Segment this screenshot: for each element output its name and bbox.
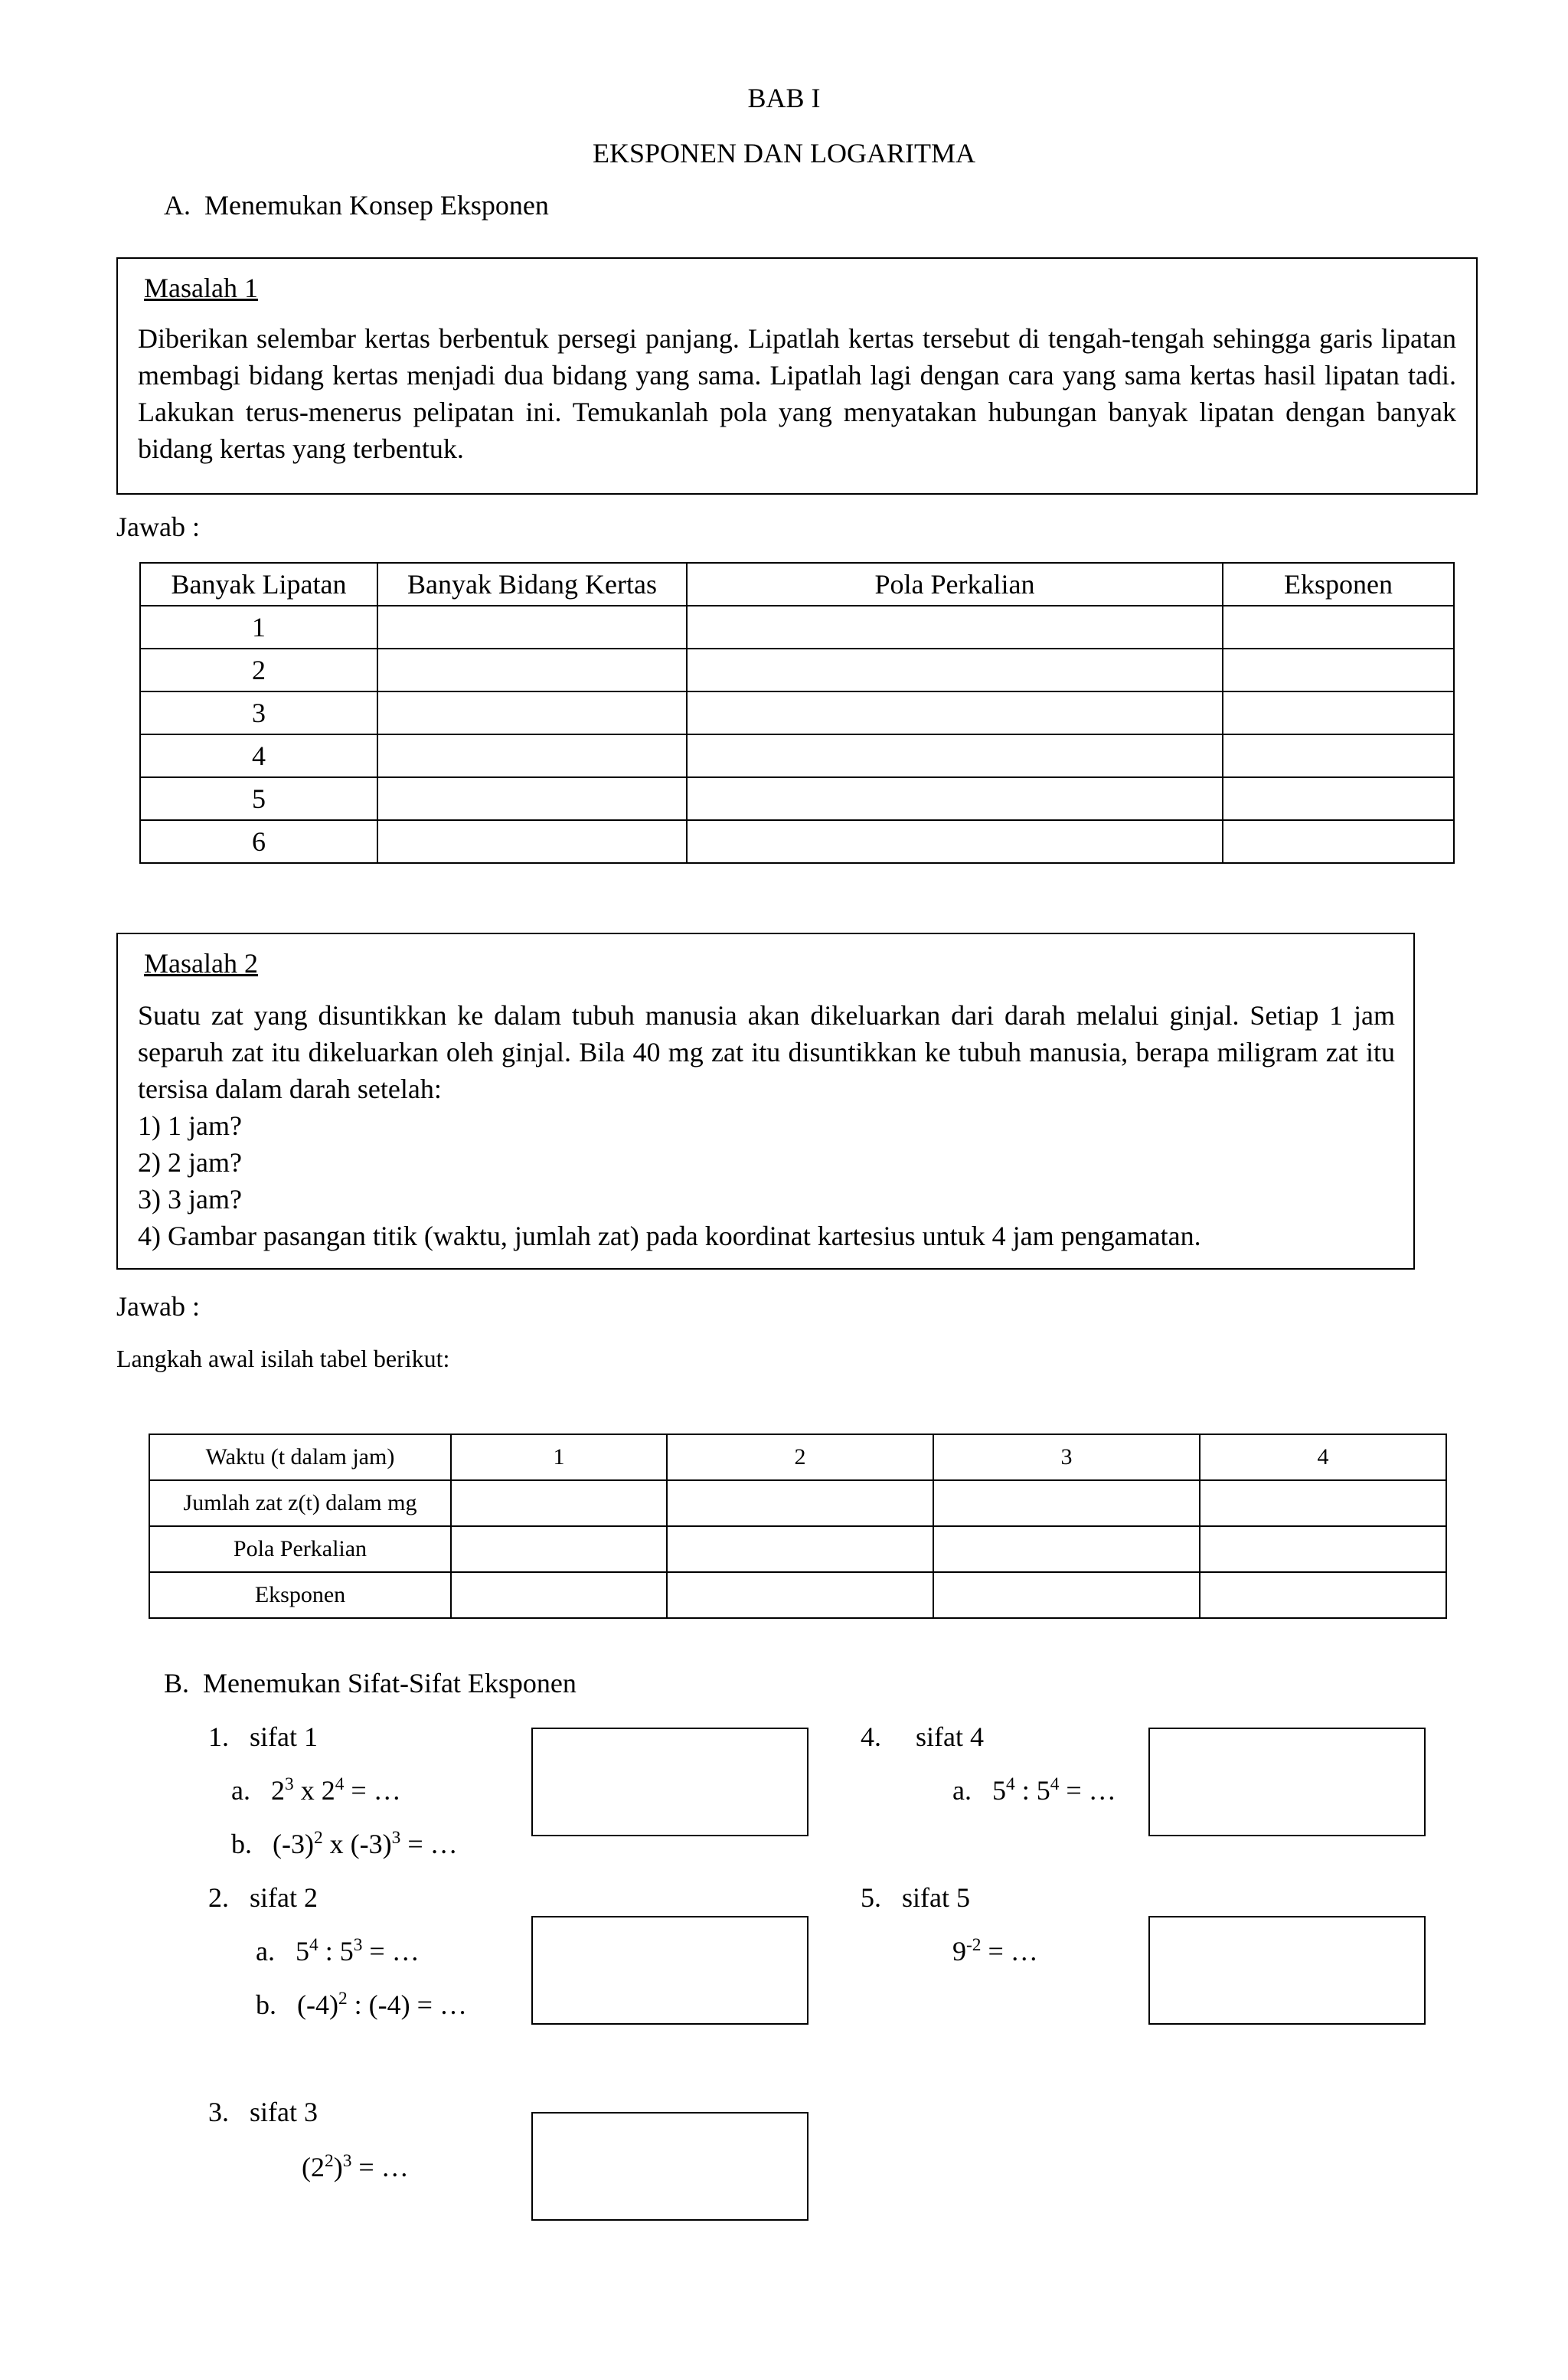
equals-ellipsis: = … (362, 1936, 420, 1966)
row-label: 5 (140, 777, 377, 820)
header-banyak-bidang: Banyak Bidang Kertas (377, 563, 687, 606)
answer-cell[interactable] (687, 820, 1223, 863)
answer-cell[interactable] (377, 777, 687, 820)
answer-cell[interactable] (687, 691, 1223, 734)
exponent: 4 (309, 1935, 318, 1955)
row-label: Eksponen (149, 1572, 451, 1618)
sifat-3-answer-box[interactable] (531, 2112, 808, 2221)
base: 9 (952, 1936, 966, 1966)
equals-ellipsis: = … (344, 1775, 401, 1806)
answer-cell[interactable] (667, 1572, 933, 1618)
answer-cell[interactable] (1200, 1572, 1446, 1618)
answer-cell[interactable] (687, 649, 1223, 691)
header-col-4: 4 (1200, 1434, 1446, 1480)
answer-cell[interactable] (451, 1526, 667, 1572)
sifat-5-answer-box[interactable] (1148, 1916, 1426, 2025)
exponent: 4 (1005, 1774, 1015, 1794)
row-label: 2 (140, 649, 377, 691)
sifat-2-expression-b (256, 1986, 467, 2023)
operator: x (293, 1775, 322, 1806)
answer-cell[interactable] (1223, 734, 1454, 777)
exponent: 4 (1050, 1774, 1060, 1794)
answer-cell[interactable] (451, 1480, 667, 1526)
exponent: 2 (338, 1989, 348, 2009)
base: (-3) (350, 1829, 392, 1859)
answer-cell[interactable] (687, 606, 1223, 649)
sifat-1-label: 1. sifat 1 (208, 1721, 318, 1752)
table-row (149, 1480, 1446, 1526)
header-col-1: 1 (451, 1434, 667, 1480)
answer-cell[interactable] (1200, 1480, 1446, 1526)
answer-cell[interactable] (667, 1526, 933, 1572)
item-prefix: b. (231, 1829, 252, 1859)
answer-cell[interactable] (1200, 1526, 1446, 1572)
answer-cell[interactable] (933, 1572, 1200, 1618)
equals-ellipsis: = … (351, 2152, 409, 2182)
table-row (140, 606, 1454, 649)
answer-cell[interactable] (1223, 691, 1454, 734)
header-col-2: 2 (667, 1434, 933, 1480)
table-row (140, 649, 1454, 691)
jawab-2-label: Jawab : (116, 1291, 200, 1322)
answer-cell[interactable] (933, 1480, 1200, 1526)
row-label: 3 (140, 691, 377, 734)
row-label: 6 (140, 820, 377, 863)
sifat-3-label: 3. sifat 3 (208, 2097, 318, 2127)
open-paren-base: (2 (302, 2152, 325, 2182)
answer-cell[interactable] (667, 1480, 933, 1526)
answer-cell[interactable] (377, 606, 687, 649)
base: 5 (991, 1775, 1006, 1806)
masalah-1-box (116, 257, 1478, 495)
base: 5 (1036, 1775, 1050, 1806)
close-paren: ) (333, 2152, 343, 2182)
answer-cell[interactable] (1223, 649, 1454, 691)
masalah-2-item-3: 3) 3 jam? (138, 1184, 242, 1215)
masalah-2-box (116, 933, 1415, 1270)
masalah-2-text: Suatu zat yang disuntikkan ke dalam tubuh manusia akan dikeluarkan dari darah melalui ginjal. Setiap 1 jam separuh zat itu dikeluarkan oleh ginjal. Bila 40 mg zat itu disuntikkan ke tubuh manusia, berapa miligram zat itu tersisa dalam darah setelah: (138, 1000, 1395, 1104)
header-banyak-lipatan: Banyak Lipatan (140, 563, 377, 606)
sifat-2-label: 2. sifat 2 (208, 1882, 318, 1913)
row-label: Jumlah zat z(t) dalam mg (149, 1480, 451, 1526)
langkah-instruction: Langkah awal isilah tabel berikut: (116, 1345, 450, 1372)
zat-table (149, 1434, 1447, 1619)
table-header-row (140, 563, 1454, 606)
sifat-1-answer-box[interactable] (531, 1728, 808, 1836)
answer-cell[interactable] (933, 1526, 1200, 1572)
base: (-4) (297, 1989, 338, 2020)
table-row (140, 820, 1454, 863)
exponent: -2 (966, 1935, 982, 1955)
header-pola-perkalian: Pola Perkalian (687, 563, 1223, 606)
lipatan-table (139, 562, 1455, 864)
answer-cell[interactable] (377, 691, 687, 734)
sifat-5-expression (952, 1933, 1038, 1970)
base: 2 (270, 1775, 285, 1806)
row-label: 1 (140, 606, 377, 649)
sifat-3-expression (302, 2149, 409, 2185)
base: 5 (295, 1936, 309, 1966)
exponent: 3 (391, 1828, 401, 1848)
masalah-2-item-4: 4) Gambar pasangan titik (waktu, jumlah zat) pada koordinat kartesius untuk 4 jam pengamatan. (138, 1221, 1201, 1251)
table-row (149, 1572, 1446, 1618)
sifat-1-expression-b (231, 1826, 458, 1862)
exponent: 2 (313, 1828, 323, 1848)
chapter-label: BAB I (747, 83, 821, 113)
section-a-heading: A. Menemukan Konsep Eksponen (164, 190, 549, 221)
sifat-4-label: 4. sifat 4 (861, 1721, 984, 1752)
header-waktu: Waktu (t dalam jam) (149, 1434, 451, 1480)
sifat-4-expression-a (952, 1772, 1116, 1809)
masalah-2-item-1: 1) 1 jam? (138, 1110, 242, 1141)
equals-ellipsis: : (-4) = … (347, 1989, 467, 2020)
answer-cell[interactable] (687, 777, 1223, 820)
table-row (140, 734, 1454, 777)
table-header-row (149, 1434, 1446, 1480)
equals-ellipsis: = … (981, 1936, 1038, 1966)
base: (-3) (273, 1829, 314, 1859)
jawab-1-label: Jawab : (116, 512, 200, 542)
masalah-1-text: Diberikan selembar kertas berbentuk persegi panjang. Lipatlah kertas tersebut di tengah-tengah sehingga garis lipatan membagi bidang kertas menjadi dua bidang yang sama. Lipatlah lagi dengan cara yang sama kertas hasil lipatan tadi. Lakukan terus-menerus pelipatan ini. Temukanlah pola yang menyatakan hubungan banyak lipatan dengan banyak bidang kertas yang terbentuk. (138, 323, 1456, 464)
answer-cell[interactable] (1223, 820, 1454, 863)
table-row (140, 777, 1454, 820)
item-prefix: a. (256, 1936, 275, 1966)
sifat-4-answer-box[interactable] (1148, 1728, 1426, 1836)
answer-cell[interactable] (687, 734, 1223, 777)
item-prefix: a. (952, 1775, 972, 1806)
exponent: 3 (353, 1935, 363, 1955)
answer-cell[interactable] (1223, 606, 1454, 649)
answer-cell[interactable] (451, 1572, 667, 1618)
answer-cell[interactable] (377, 734, 687, 777)
masalah-1-title: Masalah 1 (144, 273, 258, 303)
masalah-2-title: Masalah 2 (144, 948, 258, 979)
equals-ellipsis: = … (400, 1829, 458, 1859)
exponent: 2 (325, 2151, 334, 2171)
table-row (140, 691, 1454, 734)
exponent: 4 (335, 1774, 345, 1794)
item-prefix: b. (256, 1989, 276, 2020)
answer-cell[interactable] (1223, 777, 1454, 820)
table-row (149, 1526, 1446, 1572)
exponent: 3 (342, 2151, 352, 2171)
sifat-2-answer-box[interactable] (531, 1916, 808, 2025)
answer-cell[interactable] (377, 649, 687, 691)
sifat-1-expression-a (231, 1772, 401, 1809)
header-eksponen: Eksponen (1223, 563, 1454, 606)
operator: : (1014, 1775, 1037, 1806)
masalah-2-item-2: 2) 2 jam? (138, 1147, 242, 1178)
base: 5 (339, 1936, 354, 1966)
operator: x (322, 1829, 351, 1859)
equals-ellipsis: = … (1059, 1775, 1116, 1806)
operator: : (318, 1936, 340, 1966)
base: 2 (321, 1775, 335, 1806)
header-col-3: 3 (933, 1434, 1200, 1480)
item-prefix: a. (231, 1775, 250, 1806)
section-b-heading: B. Menemukan Sifat-Sifat Eksponen (164, 1668, 577, 1698)
sifat-2-expression-a (256, 1933, 420, 1970)
chapter-title: EKSPONEN DAN LOGARITMA (593, 138, 975, 168)
answer-cell[interactable] (377, 820, 687, 863)
sifat-5-label: 5. sifat 5 (861, 1882, 970, 1913)
row-label: Pola Perkalian (149, 1526, 451, 1572)
exponent: 3 (284, 1774, 294, 1794)
row-label: 4 (140, 734, 377, 777)
